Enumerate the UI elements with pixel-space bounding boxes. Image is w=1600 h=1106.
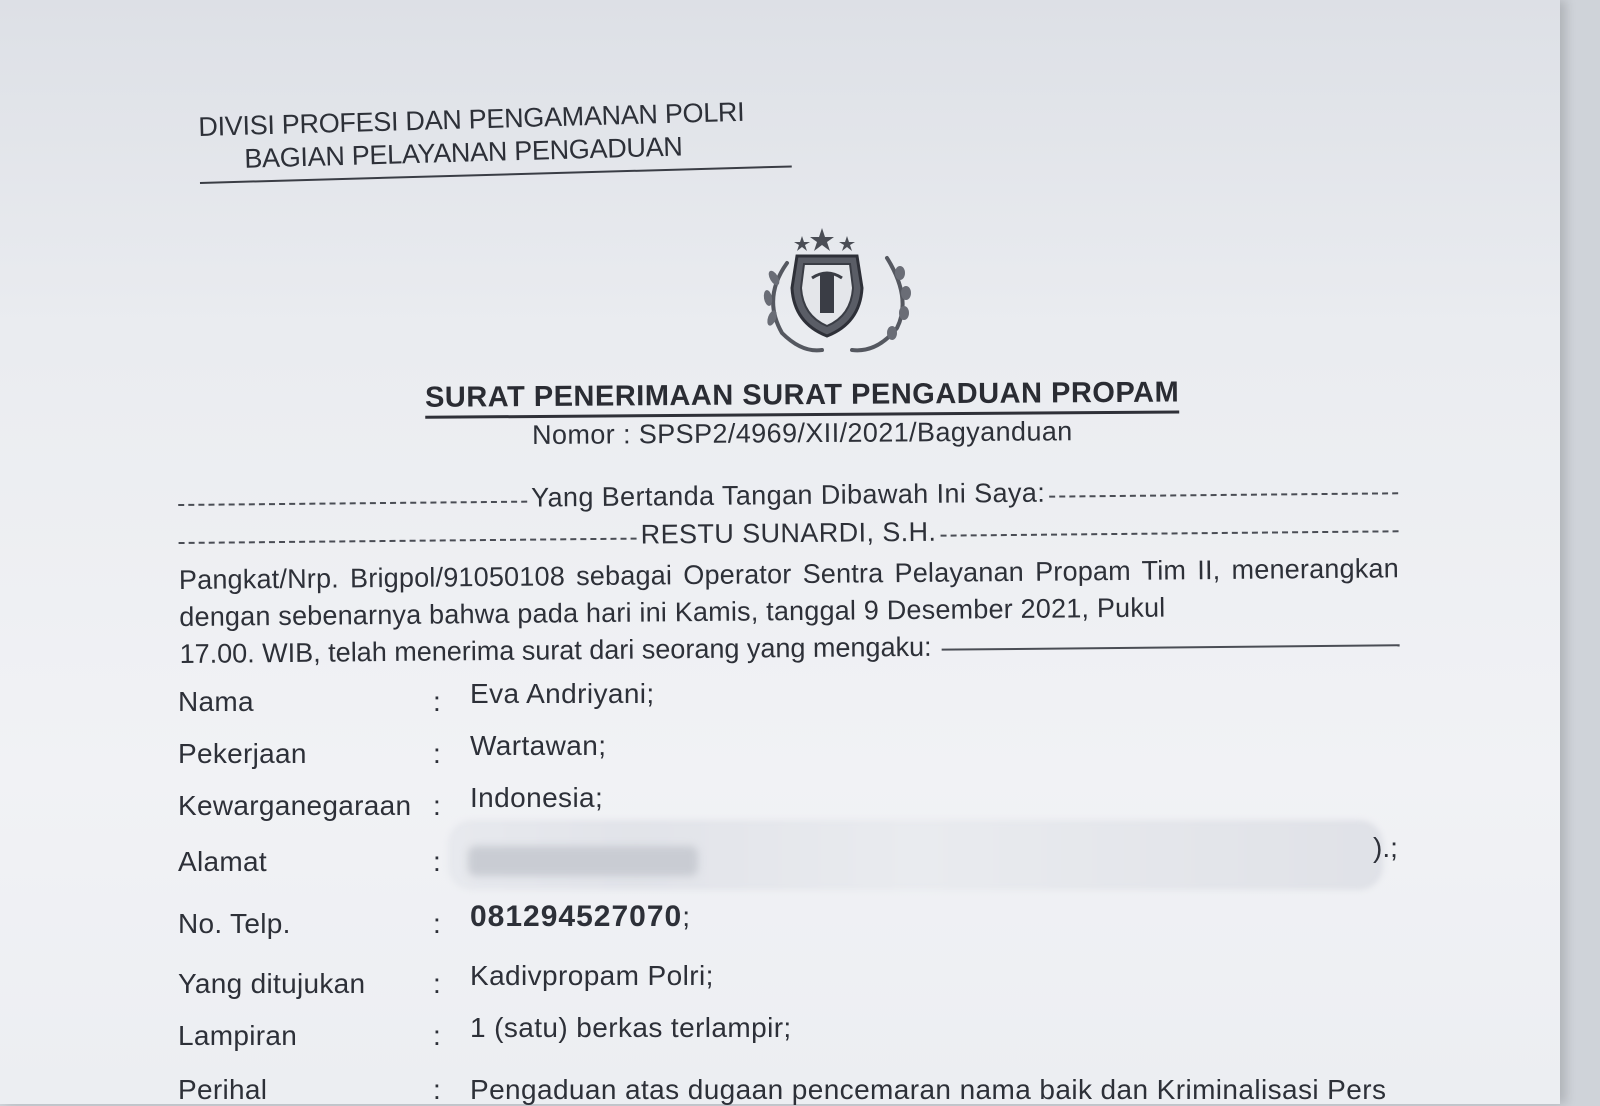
dash-filler [179, 538, 637, 544]
field-colon: : [433, 1074, 441, 1105]
statement-paragraph: Pangkat/Nrp. Brigpol/91050108 sebagai Operator Sentra Pelayanan Propam Tim II, menerangkan dengan sebenarnya bahwa pada hari ini Kamis, tanggal 9 Desember 2021, Pukul [178, 553, 1400, 632]
field-value: Pengaduan atas dugaan pencemaran nama baik dan Kriminalisasi Pers [470, 1074, 1387, 1105]
document-number: Nomor : SPSP2/4969/XII/2021/Bagyanduan [531, 416, 1073, 451]
field-colon: : [433, 846, 441, 877]
statement-end-text: 17.00. WIB, telah menerima surat dari seorang yang mengaku: [179, 631, 932, 669]
letter-body [178, 470, 1400, 673]
document-heading [392, 376, 1212, 452]
field-label: Kewarganegaraan [178, 790, 412, 821]
document-title: SURAT PENERIMAAN SURAT PENGADUAN PROPAM [425, 377, 1179, 419]
intro-text: Yang Bertanda Tangan Dibawah Ini Saya: [530, 477, 1046, 513]
dash-filler [178, 501, 527, 506]
field-label: No. Telp. [178, 908, 291, 939]
field-label: Pekerjaan [178, 738, 307, 769]
line-filler [942, 644, 1400, 650]
field-value: 1 (satu) berkas terlampir; [470, 1012, 792, 1043]
field-label: Alamat [178, 846, 267, 877]
field-label: Perihal [178, 1074, 268, 1105]
dash-filler [1049, 492, 1398, 497]
phone-punct: ; [682, 901, 691, 932]
field-row-ditujukan [178, 960, 1418, 1008]
phone-number: 081294527070 [470, 900, 683, 933]
field-value: Indonesia; [470, 782, 604, 813]
field-colon: : [433, 790, 441, 821]
field-colon: : [433, 686, 441, 717]
field-value [470, 900, 690, 934]
field-value: Kadivpropam Polri; [470, 960, 714, 991]
field-colon: : [433, 908, 441, 939]
officer-name: RESTU SUNARDI, S.H. [640, 516, 937, 550]
field-value-end: ).; [1373, 832, 1398, 863]
field-value: Wartawan; [470, 730, 607, 761]
field-row-lampiran [178, 1012, 1418, 1060]
letterhead-division: DIVISI PROFESI DAN PENGAMANAN POLRI [198, 96, 745, 142]
field-colon: : [433, 968, 441, 999]
field-label: Yang ditujukan [178, 968, 366, 999]
letterhead [198, 95, 800, 184]
polri-emblem-icon [752, 218, 922, 368]
dash-filler [940, 530, 1398, 536]
redacted-address-mark [468, 846, 698, 876]
field-label: Nama [178, 686, 254, 717]
field-colon: : [433, 738, 441, 769]
field-value: Eva Andriyani; [470, 678, 655, 709]
letterhead-section: BAGIAN PELAYANAN PENGADUAN [243, 131, 683, 174]
field-row-alamat [178, 832, 1418, 886]
field-row-perihal [178, 1068, 1418, 1105]
field-label: Lampiran [178, 1020, 298, 1051]
field-row-pekerjaan [178, 730, 1418, 778]
field-row-telp [178, 900, 1418, 948]
field-colon: : [433, 1020, 441, 1051]
field-row-nama [178, 678, 1418, 726]
